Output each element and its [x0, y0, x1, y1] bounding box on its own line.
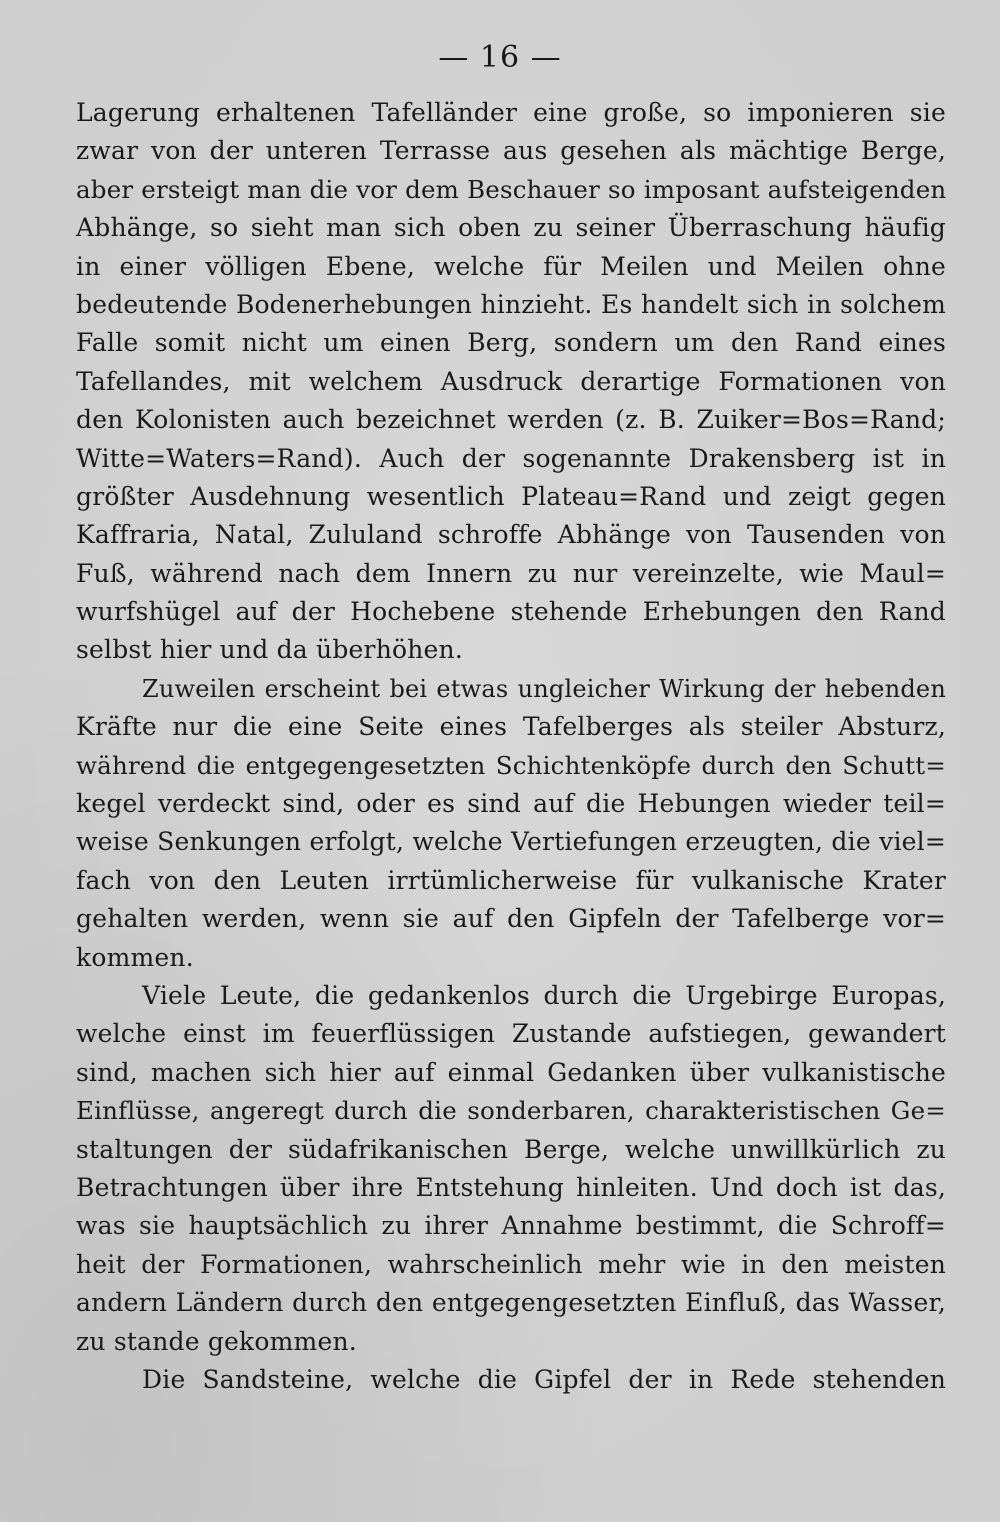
text-line: staltungen der südafrikanischen Berge, welche unwillkürlich zu [76, 1134, 946, 1164]
text-line: bedeutende Bodenerhebungen hinzieht. Es handelt sich in solchem [76, 289, 946, 319]
text-line: Abhänge, so sieht man sich oben zu seiner Überraschung häufig [76, 213, 946, 243]
text-line: größter Ausdehnung wesentlich Plateau=Rand und zeigt gegen [76, 481, 946, 511]
text-line: Falle somit nicht um einen Berg, sondern um den Rand eines [76, 328, 946, 358]
text-line: Witte=Waters=Rand). Auch der sogenannte Drakensberg ist in [76, 443, 946, 473]
text-line: kegel verdeckt sind, oder es sind auf die Hebungen wieder teil= [76, 789, 946, 819]
text-line: zwar von der unteren Terrasse aus gesehen als mächtige Berge, [76, 136, 946, 166]
text-line: Viele Leute, die gedankenlos durch die Urgebirge Europas, [142, 980, 946, 1010]
text-line: fach von den Leuten irrtümlicherweise für vulkanische Krater [76, 865, 946, 895]
text-line: wurfshügel auf der Hochebene stehende Erhebungen den Rand [76, 597, 946, 627]
text-line: aber ersteigt man die vor dem Beschauer so imposant aufsteigenden [76, 174, 947, 204]
text-line: welche einst im feuerflüssigen Zustande aufstiegen, gewandert [76, 1019, 946, 1049]
text-line: in einer völligen Ebene, welche für Meilen und Meilen ohne [76, 251, 946, 281]
text-line: Betrachtungen über ihre Entstehung hinleiten. Und doch ist das, [76, 1172, 946, 1202]
text-line: den Kolonisten auch bezeichnet werden (z. B. Zuiker=Bos=Rand; [76, 405, 946, 435]
page-number: — 16 — [438, 40, 562, 75]
text-line: andern Ländern durch den entgegengesetzten Einfluß, das Wasser, [76, 1288, 946, 1318]
text-line: Kaffraria, Natal, Zululand schroffe Abhänge von Tausenden von [76, 520, 946, 550]
text-line: Kräfte nur die eine Seite eines Tafelberges als steiler Absturz, [76, 712, 946, 742]
text-line: Tafellandes, mit welchem Ausdruck derartige Formationen von [76, 366, 946, 396]
text-line: sind, machen sich hier auf einmal Gedanken über vulkanistische [76, 1057, 946, 1087]
text-line: kommen. [76, 942, 194, 972]
text-line: Lagerung erhaltenen Tafelländer eine große, so imponieren sie [76, 98, 946, 127]
text-line: Zuweilen erscheint bei etwas ungleicher Wirkung der hebenden [142, 674, 946, 703]
text-line: zu stande gekommen. [76, 1326, 357, 1356]
text-line: weise Senkungen erfolgt, welche Vertiefungen erzeugten, die viel= [76, 827, 946, 857]
text-line: Fuß, während nach dem Innern zu nur vereinzelte, wie Maul= [76, 558, 946, 588]
text-line: Einflüsse, angeregt durch die sonderbaren, charakteristischen Ge= [76, 1096, 946, 1126]
text-line: selbst hier und da überhöhen. [76, 635, 463, 665]
body-text [76, 94, 946, 1399]
text-line: während die entgegengesetzten Schichtenköpfe durch den Schutt= [76, 750, 946, 780]
text-line: heit der Formationen, wahrscheinlich mehr wie in den meisten [76, 1249, 946, 1279]
text-line: was sie hauptsächlich zu ihrer Annahme bestimmt, die Schroff= [76, 1211, 946, 1241]
text-line: gehalten werden, wenn sie auf den Gipfeln der Tafelberge vor= [76, 904, 946, 934]
text-line: Die Sandsteine, welche die Gipfel der in Rede stehenden [142, 1364, 946, 1394]
